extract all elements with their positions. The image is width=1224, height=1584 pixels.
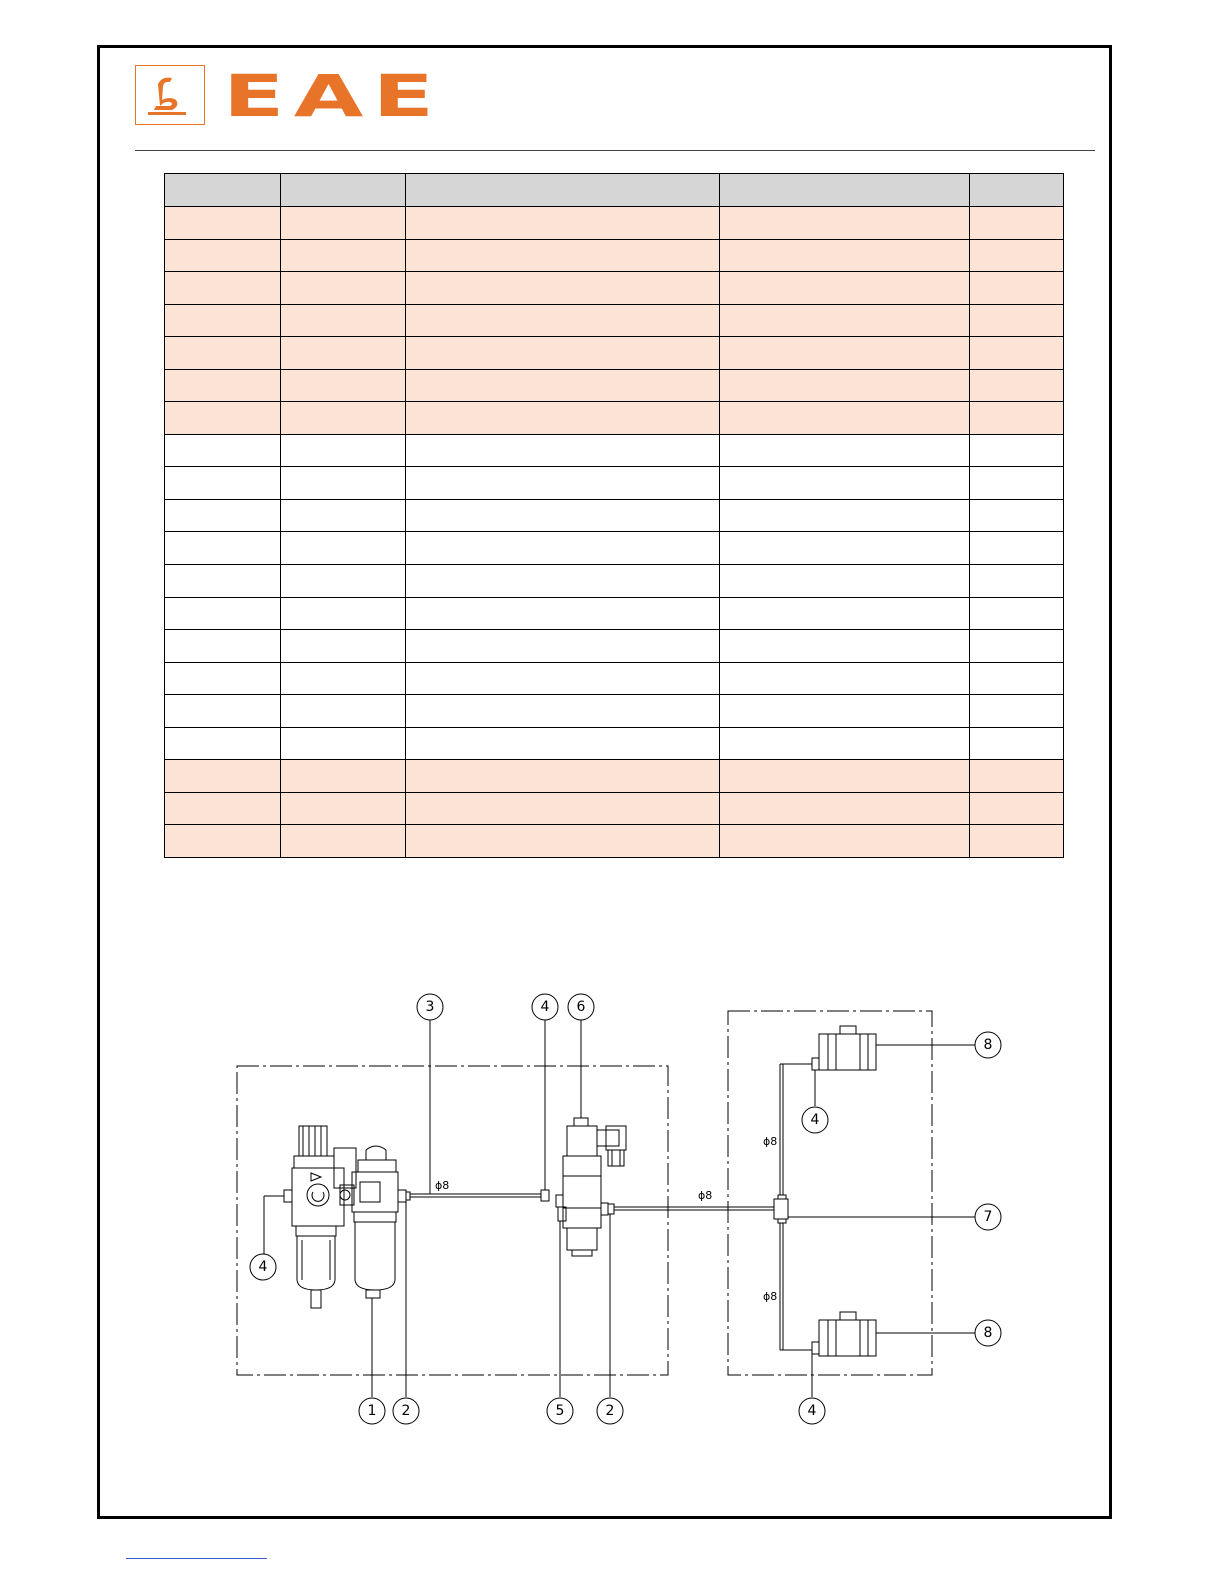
- callout-fitting-frl-in: 4: [258, 1259, 268, 1275]
- logo-wordmark: EAE: [223, 62, 444, 130]
- valve-outlet-fitting: [608, 1204, 614, 1214]
- callout-actuator-bottom: 8: [983, 1325, 993, 1341]
- footer-link-underline[interactable]: [126, 1558, 267, 1559]
- callout-solenoid-valve: 6: [576, 999, 586, 1015]
- callout-fitting-valve-out: 2: [605, 1403, 615, 1419]
- callout-actuator-top: 8: [983, 1037, 993, 1053]
- callout-frl-unit: 1: [367, 1403, 377, 1419]
- tube-label-supply: ϕ8: [435, 1179, 450, 1192]
- callout-tee-fitting: 7: [983, 1209, 993, 1225]
- callout-fitting-valve-in: 4: [540, 999, 550, 1015]
- frl-outlet-fitting: [398, 1190, 406, 1202]
- callout-silencer: 5: [555, 1403, 565, 1419]
- frl-inlet-fitting: [284, 1190, 292, 1202]
- control-unit-boundary: [237, 1066, 668, 1375]
- callout-fitting-actuator-bottom: 4: [807, 1403, 817, 1419]
- callout-fitting-actuator-top: 4: [810, 1112, 820, 1128]
- frl-unit: [292, 1126, 398, 1308]
- actuator-bottom: [812, 1312, 876, 1356]
- callout-fitting-frl-out: 2: [401, 1403, 411, 1419]
- tube-label-valve-to-tee: ϕ8: [698, 1189, 713, 1202]
- tube-label-tee-to-top: ϕ8: [763, 1135, 778, 1148]
- tube-label-tee-to-bottom: ϕ8: [763, 1290, 778, 1303]
- tee-fitting: [774, 1199, 788, 1219]
- valve-inlet-fitting: [541, 1190, 549, 1201]
- callout-tube-supply: 3: [425, 999, 435, 1015]
- solenoid-valve: [556, 1118, 626, 1256]
- actuator-top: [812, 1026, 876, 1070]
